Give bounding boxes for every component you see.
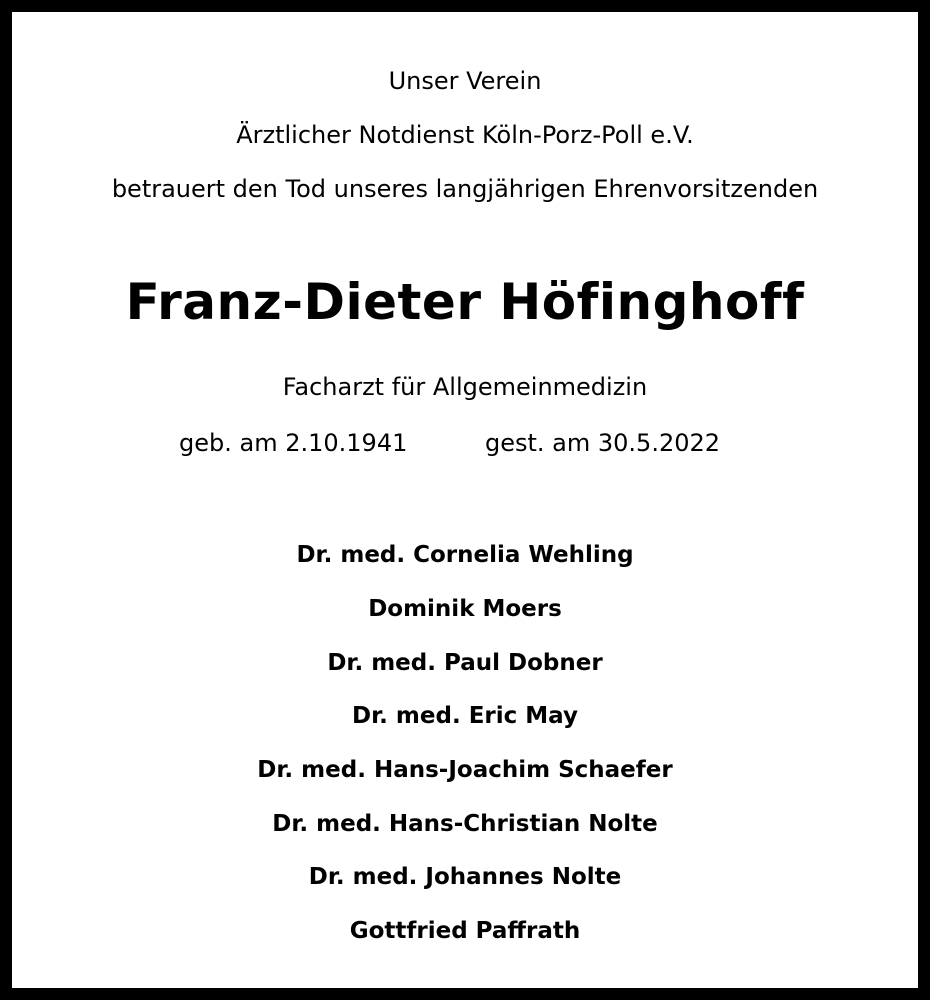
signatory-name: Dr. med. Eric May xyxy=(352,703,578,729)
signatory-name: Gottfried Paffrath xyxy=(349,918,581,944)
intro-line-association: Unser Verein xyxy=(388,67,542,95)
deceased-name: Franz-Dieter Höfinghoff xyxy=(125,273,805,331)
signatory-name: Dr. med. Hans-Christian Nolte xyxy=(272,811,658,837)
signatory-name: Dr. med. Paul Dobner xyxy=(327,650,603,676)
signatory-name: Dr. med. Cornelia Wehling xyxy=(296,542,634,568)
signatory-name: Dr. med. Johannes Nolte xyxy=(308,864,622,890)
deceased-profession: Facharzt für Allgemeinmedizin xyxy=(282,373,648,401)
signatory-name: Dominik Moers xyxy=(368,596,562,622)
death-date: gest. am 30.5.2022 xyxy=(485,429,721,457)
signatory-name: Dr. med. Hans-Joachim Schaefer xyxy=(257,757,673,783)
intro-line-mourning: betrauert den Tod unseres langjährigen Ehrenvorsitzenden xyxy=(111,175,819,203)
birth-date: geb. am 2.10.1941 xyxy=(179,429,408,457)
intro-line-organization: Ärztlicher Notdienst Köln-Porz-Poll e.V. xyxy=(236,121,694,149)
